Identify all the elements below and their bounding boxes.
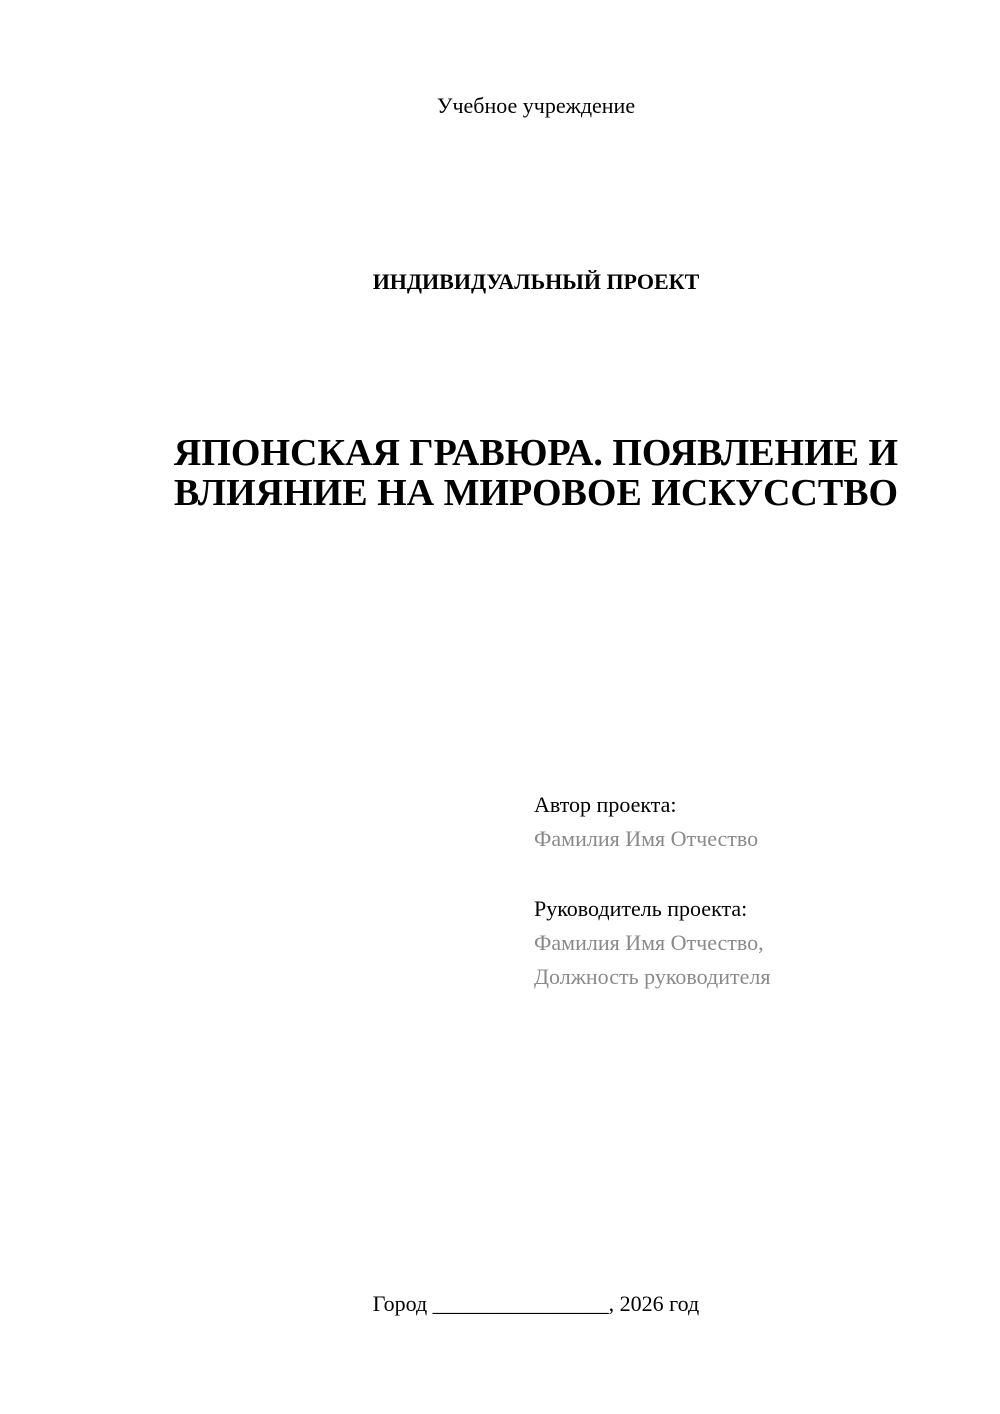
supervisor-name: Фамилия Имя Отчество, [534,930,764,955]
project-type-heading: ИНДИВИДУАЛЬНЫЙ ПРОЕКТ [372,269,700,294]
project-title-line-2: ВЛИЯНИЕ НА МИРОВОЕ ИСКУССТВО [173,472,899,514]
project-info-block [534,788,974,994]
institution-name: Учебное учреждение [436,93,636,118]
project-title [110,433,962,513]
project-title-line-1: ЯПОНСКАЯ ГРАВЮРА. ПОЯВЛЕНИЕ И [173,432,899,474]
supervisor-label: Руководитель проекта: [534,896,748,921]
info-spacer [534,856,974,892]
author-name: Фамилия Имя Отчество [534,826,759,851]
city-year-footer: Город ________________, 2026 год [372,1291,700,1316]
author-label: Автор проекта: [534,792,677,817]
supervisor-position: Должность руководителя [534,964,771,989]
